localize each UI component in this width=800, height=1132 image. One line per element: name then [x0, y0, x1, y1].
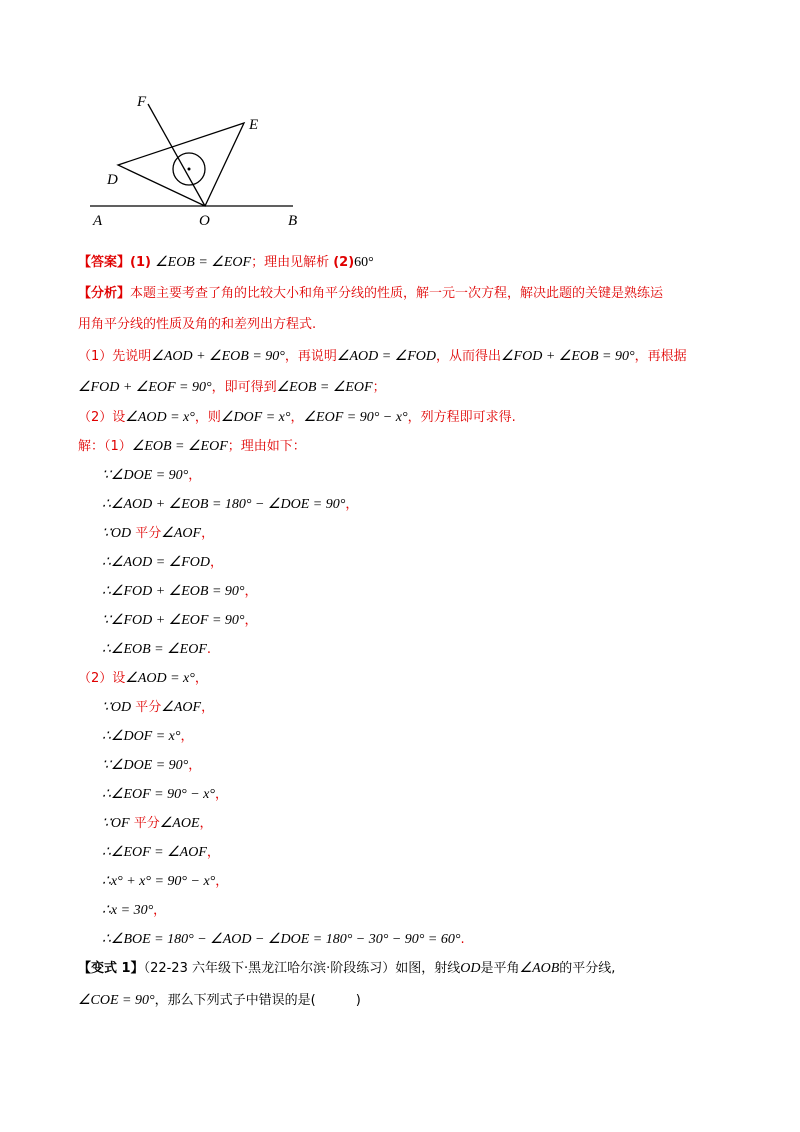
solution-s4: ∴∠AOD = ∠FOD， [102, 555, 224, 570]
label-e: E [249, 117, 259, 133]
answer-tag: 【答案】 [78, 255, 131, 270]
solution-s5: ∴∠FOD + ∠EOB = 90°， [102, 584, 258, 599]
variant-line-2: ∠COE = 90°，那么下列式子中错误的是( ) [78, 993, 361, 1008]
solution-s7: ∴∠EOB = ∠EOF. [102, 642, 212, 657]
analysis-line-1: 【分析】本题主要考查了角的比较大小和角平分线的性质，解一元一次方程，解决此题的关键是熟练运 [78, 286, 664, 301]
step2-line: （2）设∠AOD = x°，则∠DOF = x°，∠EOF = 90° − x°，列方程即可求得. [78, 410, 516, 425]
solution-lead: 解：（1）∠EOB = ∠EOF；理由如下： [78, 439, 306, 454]
label-b: B [288, 213, 298, 229]
triangle-doe [118, 123, 244, 206]
answer-p1-math: ∠EOB = ∠EOF [155, 255, 252, 270]
solution-t2: ∴∠DOF = x°， [102, 729, 194, 744]
label-a: A [93, 213, 103, 229]
variant-tag: 【变式 1】 [78, 961, 144, 976]
solution-t7: ∴x° + x° = 90° − x°， [102, 874, 229, 889]
solution-t6: ∴∠EOF = ∠AOF， [102, 845, 220, 860]
angle-marker-dot [188, 168, 191, 171]
solution-t9: ∴∠BOE = 180° − ∠AOD − ∠DOE = 180° − 30° − 90° = 60°. [102, 932, 465, 947]
label-f: F [137, 94, 147, 110]
solution-p2-lead: （2）设∠AOD = x°， [78, 671, 208, 686]
solution-t3: ∵∠DOE = 90°， [102, 758, 202, 773]
solution-s1: ∵∠DOE = 90°， [102, 468, 202, 483]
geometry-figure [85, 88, 315, 233]
label-d: D [107, 172, 118, 188]
step1-line-1: （1）先说明∠AOD + ∠EOB = 90°，再说明∠AOD = ∠FOD，从而得出∠FOD + ∠EOB = 90°，再根据 [78, 349, 687, 364]
solution-t4: ∴∠EOF = 90° − x°， [102, 787, 228, 802]
solution-t1: ∵OD 平分∠AOF， [102, 700, 215, 715]
answer-line: 【答案】(1) ∠EOB = ∠EOF；理由见解析 (2)60° [78, 255, 374, 270]
solution-t5: ∵OF 平分∠AOE， [102, 816, 213, 831]
analysis-tag: 【分析】 [78, 286, 131, 301]
solution-s2: ∴∠AOD + ∠EOB = 180° − ∠DOE = 90°， [102, 497, 359, 512]
label-o: O [199, 213, 210, 229]
solution-s6: ∵∠FOD + ∠EOF = 90°， [102, 613, 258, 628]
step1-line-2: ∠FOD + ∠EOF = 90°，即可得到∠EOB = ∠EOF； [78, 380, 386, 395]
solution-t8: ∴x = 30°， [102, 903, 167, 918]
analysis-line-2: 用角平分线的性质及角的和差列出方程式. [78, 317, 317, 332]
variant-line-1: 【变式 1】（22-23 六年级下·黑龙江哈尔滨·阶段练习）如图，射线OD是平角∠AOB的平分线, [78, 961, 616, 976]
solution-s3: ∵OD 平分∠AOF， [102, 526, 215, 541]
